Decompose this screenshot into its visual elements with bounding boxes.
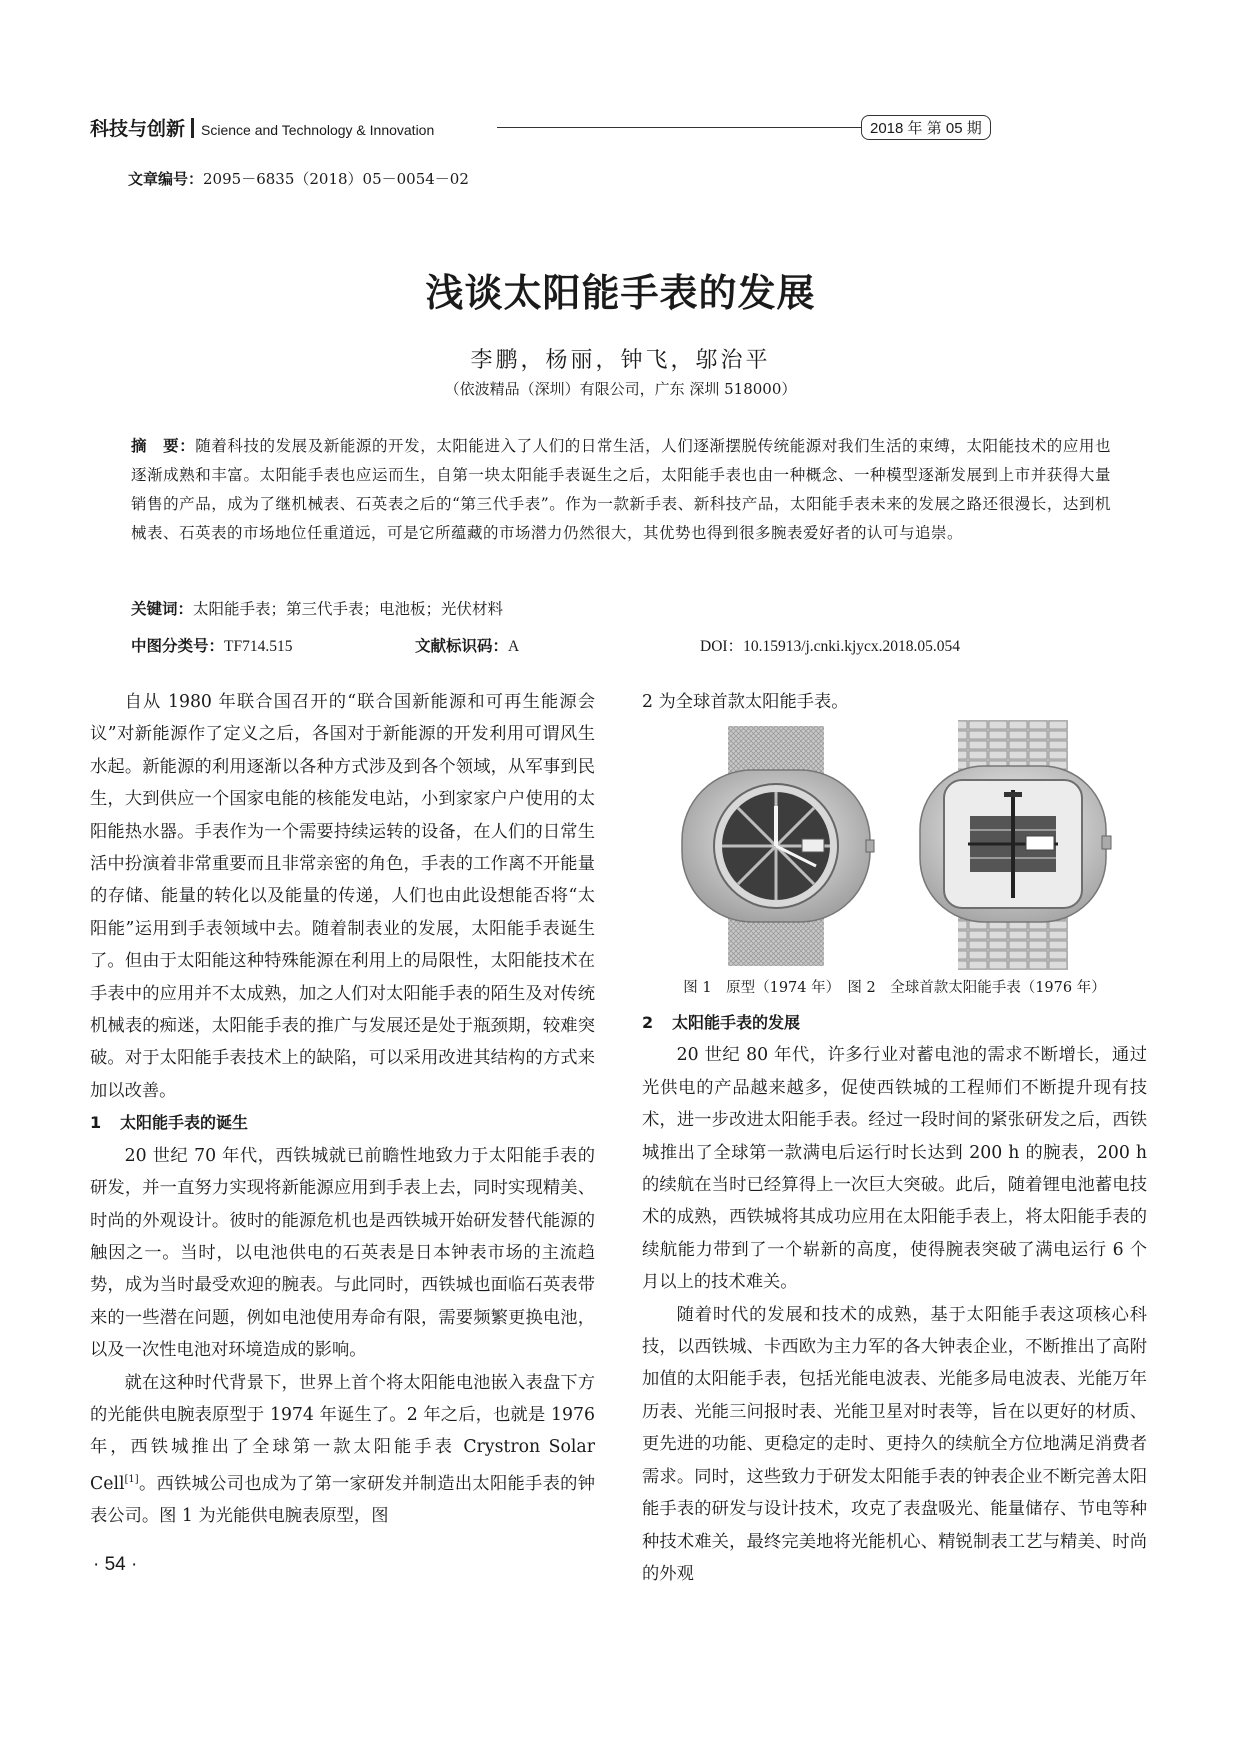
keywords bbox=[131, 597, 1111, 619]
abstract-label: 摘 要： bbox=[131, 437, 196, 455]
section-2-paragraph-1: 20 世纪 80 年代，许多行业对蓄电池的需求不断增长，通过光供电的产品越来越多，促使西铁城的工程师们不断提升现有技术，进一步改进太阳能手表。经过一段时间的紧张研发之后，西铁城推出了全球第一款满电后运行时长达到 200 h 的腕表，200 h 的续航在当时已经算得上一次巨大突破。此后，随着锂电池蓄电技术的成熟，西铁城将其成功应用在太阳能手表上，将太阳能手表的续航能力带到了一个崭新的高度，使得腕表突破了满电运行 6 个月以上的技术难关。 bbox=[642, 1045, 1147, 1293]
section-2-title: 太阳能手表的发展 bbox=[672, 1013, 801, 1032]
section-1-heading bbox=[90, 1107, 595, 1139]
keywords-text: 太阳能手表；第三代手表；电池板；光伏材料 bbox=[193, 600, 504, 618]
figure-2-solar-watch bbox=[908, 720, 1118, 970]
section-1-paragraph-2-text-b: 。西铁城公司也成为了第一家研发并制造出太阳能手表的钟表公司。图 1 为光能供电腕表原型，图 bbox=[90, 1473, 595, 1526]
doi-value: 10.15913/j.cnki.kjycx.2018.05.054 bbox=[743, 638, 961, 655]
right-column-top bbox=[642, 686, 1147, 718]
keywords-label: 关键词： bbox=[131, 600, 194, 618]
header-rule bbox=[497, 127, 861, 128]
doi bbox=[700, 634, 960, 656]
section-1-title: 太阳能手表的诞生 bbox=[120, 1113, 249, 1133]
section-1-paragraph-2 bbox=[90, 1367, 595, 1533]
page-number: · 54 · bbox=[93, 1554, 138, 1575]
section-2-heading bbox=[642, 1007, 1147, 1039]
journal-name-en: Science and Technology & Innovation bbox=[201, 122, 435, 138]
crown bbox=[866, 840, 874, 852]
crown bbox=[1102, 836, 1111, 849]
clc-label: 中图分类号： bbox=[131, 637, 225, 655]
section-2-number: 2 bbox=[642, 1013, 654, 1032]
figure-caption: 图 1 原型（1974 年） 图 2 全球首款太阳能手表（1976 年） bbox=[683, 980, 1106, 996]
doc-code bbox=[415, 634, 519, 656]
citation-ref: [1] bbox=[124, 1473, 139, 1485]
figure-1-prototype-watch bbox=[676, 726, 876, 966]
journal-header bbox=[90, 114, 434, 141]
header-divider bbox=[191, 118, 194, 138]
intro-paragraph: 自从 1980 年联合国召开的“联合国新能源和可再生能源会议”对新能源作了定义之后，各国对于新能源的开发利用可谓风生水起。新能源的利用逐渐以各种方式涉及到各个领域，从军事到民生，大到供应一个国家电能的核能发电站，小到家家户户使用的太阳能热水器。手表作为一个需要持续运转的设备，在人们的日常生活中扮演着非常重要而且非常亲密的角色，手表的工作离不开能量的存储、能量的转化以及能量的传递，人们也由此设想能否将“太阳能”运用到手表领域中去。随着制表业的发展，太阳能手表诞生了。但由于太阳能这种特殊能源在利用上的局限性，太阳能技术在手表中的应用并不太成熟，加之人们对太阳能手表的陌生及对传统机械表的痴迷，太阳能手表的推广与发展还是处于瓶颈期，较难突破。对于太阳能手表技术上的缺陷，可以采用改进其结构的方式来加以改善。 bbox=[90, 692, 595, 1101]
doc-code-value: A bbox=[508, 638, 520, 655]
abstract-text: 随着科技的发展及新能源的开发，太阳能进入了人们的日常生活，人们逐渐摆脱传统能源对我们生活的束缚，太阳能技术的应用也逐渐成熟和丰富。太阳能手表也应运而生，自第一块太阳能手表诞生之后，太阳能手表也由一种概念、一种模型逐渐发展到上市并获得大量销售的产品，成为了继机械表、石英表之后的“第三代手表”。作为一款新手表、新科技产品，太阳能手表未来的发展之路还很漫长，达到机械表、石英表的市场地位任重道远，可是它所蕴藏的市场潜力仍然很大，其优势也得到很多腕表爱好者的认可与追崇。 bbox=[131, 437, 1111, 542]
clc-value: TF714.515 bbox=[224, 638, 293, 655]
affiliation: （依波精品（深圳）有限公司，广东 深圳 518000） bbox=[444, 380, 797, 398]
clc-number bbox=[131, 634, 292, 656]
section-1-paragraph-1: 20 世纪 70 年代，西铁城就已前瞻性地致力于太阳能手表的研发，并一直努力实现将新能源应用到手表上去，同时实现精美、时尚的外观设计。彼时的能源危机也是西铁城开始研发替代能源的触因之一。当时，以电池供电的石英表是日本钟表市场的主流趋势，成为当时最受欢迎的腕表。与此同时，西铁城也面临石英表带来的一些潜在问题，例如电池使用寿命有限，需要频繁更换电池，以及一次性电池对环境造成的影响。 bbox=[90, 1145, 595, 1361]
paper-title: 浅谈太阳能手表的发展 bbox=[425, 271, 816, 315]
section-1-paragraph-2-continued: 2 为全球首款太阳能手表。 bbox=[642, 692, 849, 712]
date-window bbox=[802, 839, 824, 852]
article-number-label: 文章编号： bbox=[128, 170, 204, 188]
journal-name-cn: 科技与创新 bbox=[90, 118, 186, 140]
section-2-paragraph-2: 随着时代的发展和技术的成熟，基于太阳能手表这项核心科技，以西铁城、卡西欧为主力军的各大钟表企业，不断推出了高附加值的太阳能手表，包括光能电波表、光能多局电波表、光能万年历表、光能三问报时表、光能卫星对时表等，旨在以更好的材质、更先进的功能、更稳定的走时、更持久的续航全方位地满足消费者需求。同时，这些致力于研发太阳能手表的钟表企业不断完善太阳能手表的研发与设计技术，攻克了表盘吸光、能量储存、节电等种种技术难关，最终完美地将光能机心、精锐制表工艺与精美、时尚的外观 bbox=[642, 1304, 1147, 1584]
left-column bbox=[90, 686, 595, 1532]
article-number bbox=[128, 168, 469, 189]
logo-mark bbox=[1004, 792, 1022, 797]
doi-label: DOI： bbox=[700, 638, 744, 655]
issue-badge: 2018 年 第 05 期 bbox=[861, 115, 991, 140]
right-column bbox=[642, 1007, 1147, 1590]
authors: 李鹏，杨丽，钟飞，邬治平 bbox=[470, 348, 771, 373]
date-window bbox=[1026, 836, 1054, 850]
article-number-value: 2095－6835（2018）05－0054－02 bbox=[203, 170, 469, 188]
section-1-paragraph-2-text: 就在这种时代背景下，世界上首个将太阳能电池嵌入表盘下方的光能供电腕表原型于 1974 年诞生了。2 年之后，也就是 1976 年，西铁城推出了全球第一款太阳能手表 Crystron Solar Cell bbox=[90, 1372, 595, 1494]
section-1-number: 1 bbox=[90, 1113, 102, 1133]
abstract bbox=[131, 432, 1111, 548]
doc-code-label: 文献标识码： bbox=[415, 637, 509, 655]
